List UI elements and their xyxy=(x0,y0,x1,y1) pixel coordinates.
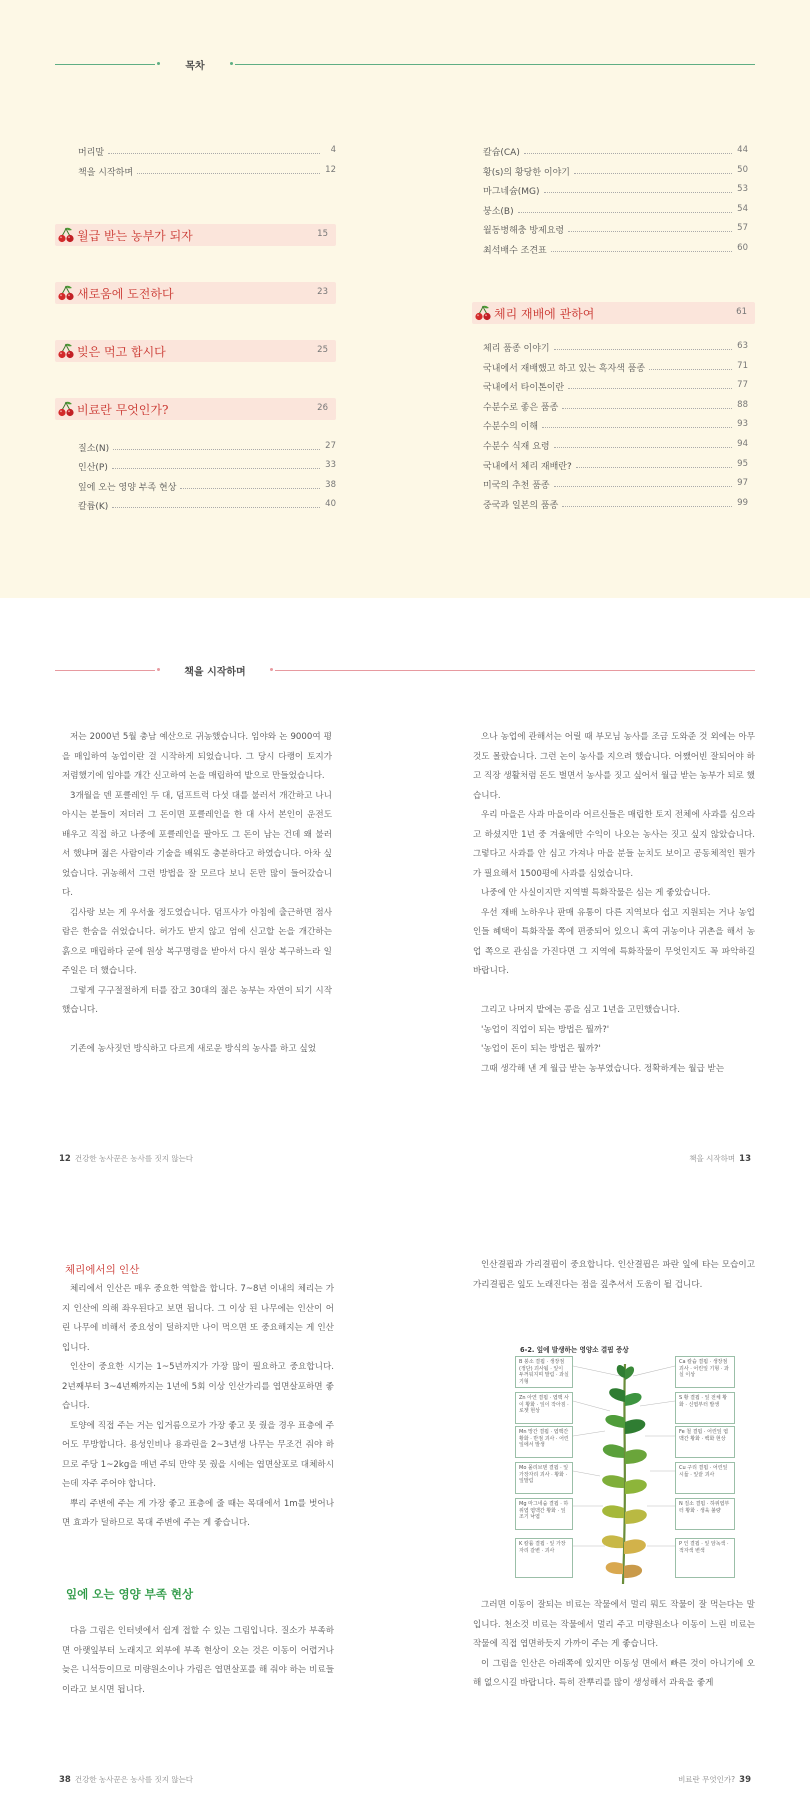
toc-entry-page: 93 xyxy=(737,419,748,430)
toc-entry[interactable] xyxy=(483,340,748,355)
toc-entry-page: 94 xyxy=(737,439,748,449)
toc-header xyxy=(55,57,755,71)
deficiency-figure xyxy=(515,1356,735,1586)
toc-entry[interactable] xyxy=(78,498,336,513)
toc-entry-page: 27 xyxy=(325,441,336,451)
toc-chapter-title: 월급 받는 농부가 되자 xyxy=(77,229,193,243)
toc-entry-page: 53 xyxy=(737,184,748,194)
toc-entry-page: 40 xyxy=(325,498,336,509)
toc-entry[interactable] xyxy=(483,222,748,237)
cherry-icon xyxy=(57,226,75,244)
leader-dots xyxy=(544,192,732,193)
folio-right xyxy=(689,1153,755,1164)
leader-dots xyxy=(113,449,320,450)
toc-entry-label: 국내에서 체리 재배란? xyxy=(483,461,572,472)
toc-entry-page: 57 xyxy=(737,223,748,233)
toc-chapter-page: 23 xyxy=(317,287,328,297)
toc-entry-label: 중국과 일본의 품종 xyxy=(483,500,559,511)
paragraph: 기존에 농사짓던 방식하고 다르게 새로운 방식의 농사를 하고 싶었 xyxy=(70,1044,316,1054)
toc-entry-page: 71 xyxy=(737,360,748,371)
folio-left-number: 12 xyxy=(59,1154,71,1164)
figure-callout: Mg 마그네슘 결핍 · 하위엽 엽맥간 황화 · 잎 조기 낙엽 xyxy=(515,1498,573,1530)
toc-entry-page: 63 xyxy=(737,341,748,351)
leader-dots xyxy=(112,507,320,508)
toc-entry-label: 머리말 xyxy=(78,148,105,158)
cherry-icon xyxy=(57,342,75,360)
toc-entry-label: 국내에서 재배했고 하고 있는 흑자색 품종 xyxy=(483,363,646,374)
leader-dots xyxy=(568,231,732,232)
figure-callout: S 황 결핍 · 잎 전체 황화 · 신엽부터 발생 xyxy=(675,1392,735,1424)
header-rule-right xyxy=(275,670,755,671)
toc-entry[interactable] xyxy=(78,144,336,159)
toc-entry-page: 50 xyxy=(737,164,748,175)
folio-left-text: 건강한 농사꾼은 농사를 짓지 않는다 xyxy=(74,1154,194,1163)
paragraph: 3개월을 덴 포클레인 두 대, 덤프트럭 다섯 대를 불러서 개간하고 나니 아시는 분들이 저더러 그 돈이면 포클레인을 한 대 사서 본인이 운전도 배우고 직접 하고 나중에 포클레인을 팔아도 그 돈이 남는 건데 왜 불러서 했냐며 젊은 사람이라 기술을 배워도 충분하다고 하였습니다. 아차 싶었습니다. 귀농해서 그런 방법을 잘 모르다 보니 돈만 많이 들어갔습니다. xyxy=(62,790,332,898)
leader-dots xyxy=(137,173,320,174)
toc-entry-label: 황(s)의 황당한 이야기 xyxy=(483,167,570,178)
nutrient-right-top-paragraph xyxy=(473,1256,755,1295)
intro-right-column xyxy=(473,728,755,1079)
toc-entry[interactable] xyxy=(483,164,748,179)
toc-chapter-page: 15 xyxy=(317,229,328,239)
figure-callout: Fe 철 결핍 · 어린잎 엽맥간 황화 · 백화 현상 xyxy=(675,1426,735,1458)
toc-chapter[interactable] xyxy=(55,340,336,362)
paragraph: 뿌리 주변에 주는 게 가장 좋고 표층에 줄 때는 목대에서 1m를 벗어나면 효과가 덜하므로 목대 주변에 주는 게 좋습니다. xyxy=(62,1498,334,1528)
toc-entry-label: 책을 시작하며 xyxy=(78,168,134,178)
leader-dots xyxy=(180,488,320,489)
folio-right-text: 책을 시작하며 xyxy=(689,1154,736,1163)
toc-entry[interactable] xyxy=(483,203,748,218)
toc-entry[interactable] xyxy=(78,164,336,179)
header-dot-right xyxy=(270,668,273,671)
toc-entry-label: 국내에서 타이톤이란 xyxy=(483,383,565,394)
toc-entry[interactable] xyxy=(483,477,748,492)
toc-chapter-title: 새로움에 도전하다 xyxy=(77,287,174,301)
folio-left xyxy=(55,1774,193,1785)
leader-dots xyxy=(108,153,320,154)
paragraph: 그때 생각해 낸 게 월급 받는 농부였습니다. 정확하게는 월급 받는 xyxy=(481,1063,725,1074)
paragraph: 그렇게 구구절절하게 터를 잡고 30대의 젊은 농부는 자연이 되기 시작했습니다. xyxy=(62,985,332,1015)
folio-right-number: 39 xyxy=(739,1775,751,1785)
header-dot-right xyxy=(230,62,233,65)
paragraph xyxy=(62,1021,332,1041)
toc-entry[interactable] xyxy=(483,418,748,433)
toc-entry-label: 붕소(B) xyxy=(483,206,514,217)
folio-right-number: 13 xyxy=(739,1154,751,1164)
toc-chapter-page: 25 xyxy=(317,345,328,355)
folio-left xyxy=(55,1153,193,1164)
leader-dots xyxy=(649,369,732,370)
paragraph: 체리에서 인산은 매우 중요한 역할을 합니다. 7~8년 이내의 체리는 가지 인산에 의해 좌우된다고 보면 됩니다. 그 이상 된 나무에는 인산이 어린 나무에 비해서 중요성이 덜하지만 나이 먹으면 또 중요해지는 게 인산입니다. xyxy=(62,1284,334,1353)
paragraph: 토양에 직접 주는 거는 입거름으로가 가장 좋고 못 줬을 경우 표층에 주어도 무방합니다. 용성인비나 용과린을 2~3년생 나무는 무조건 줘야 하므로 주당 1~2kg을 매년 주되 만약 못 줬을 시에는 엽면살포로 대체하시는데 자주 주어야 합니다. xyxy=(62,1420,334,1489)
paragraph: 인산이 중요한 시기는 1~5년까지가 가장 많이 필요하고 중요합니다. 2년째부터 3~4년째까지는 1년에 5회 이상 인산가리를 엽면살포하면 좋습니다. xyxy=(62,1362,334,1411)
nutrient-left-column-2 xyxy=(62,1622,334,1700)
header-dot-left xyxy=(157,668,160,671)
toc-entry[interactable] xyxy=(483,144,748,159)
intro-header-title: 책을 시작하며 xyxy=(184,667,246,678)
toc-entry-label: 최석배수 조견표 xyxy=(483,245,547,256)
toc-chapter[interactable] xyxy=(55,224,336,246)
cherry-icon xyxy=(474,304,492,322)
toc-chapter-title: 체리 재배에 관하여 xyxy=(494,307,595,321)
paragraph: 우선 재배 노하우나 판매 유통이 다른 지역보다 쉽고 지원되는 거나 농업인들 혜택이 특화작물 쪽에 편중되어 있으니 혹여 귀농이나 귀촌을 해서 농업 쪽으로 관심을 가진다면 그 지역에 특화작물이 무엇인지도 꼭 파악하길 바랍니다. xyxy=(473,907,755,976)
toc-entry-label: 칼슘(CA) xyxy=(483,148,520,158)
toc-entry-page: 44 xyxy=(737,145,748,155)
figure-callout: Mo 몰리브덴 결핍 · 잎 가장자리 괴사 · 황화 · 잎말림 xyxy=(515,1462,573,1494)
figure-callout: P 인 결핍 · 잎 암녹색 · 적자색 변색 xyxy=(675,1538,735,1578)
leader-dots xyxy=(112,468,320,469)
figure-callout: B 붕소 결핍 · 생장점(정단) 괴사됨 · 잎이 두꺼워지며 말림 · 과실 기형 xyxy=(515,1356,573,1388)
cherry-icon xyxy=(57,400,75,418)
toc-entry-label: 체리 품종 이야기 xyxy=(483,344,550,354)
toc-entry-page: 4 xyxy=(330,145,336,155)
nutrient-right-column xyxy=(473,1596,755,1694)
paragraph xyxy=(473,982,755,1002)
leader-dots xyxy=(554,486,732,487)
paragraph: '농업이 직업이 되는 방법은 뭘까?' xyxy=(481,1024,610,1035)
toc-chapter-page: 61 xyxy=(736,307,747,317)
toc-entry[interactable] xyxy=(483,379,748,394)
toc-chapter[interactable] xyxy=(55,398,336,420)
nutrient-spread xyxy=(0,1176,810,1800)
folio-left-text: 건강한 농사꾼은 농사를 짓지 않는다 xyxy=(74,1775,194,1784)
toc-entry-label: 월동병해충 방제요령 xyxy=(483,226,565,236)
toc-chapter-title: 빚은 먹고 합시다 xyxy=(77,345,166,359)
toc-entry[interactable] xyxy=(78,440,336,455)
toc-entry-label: 칼륨(K) xyxy=(78,501,109,512)
paragraph: 나중에 안 사실이지만 지역별 특화작물은 심는 게 좋았습니다. xyxy=(481,888,711,898)
figure-callout: Zn 아연 결핍 · 엽맥 사이 황화 · 잎이 작아짐 · 로젯 현상 xyxy=(515,1392,573,1424)
leader-dots xyxy=(551,251,732,252)
paragraph: 그리고 나머지 밭에는 콩을 심고 1년을 고민했습니다. xyxy=(481,1005,680,1015)
intro-spread xyxy=(0,598,810,1176)
header-rule-right xyxy=(235,64,755,65)
toc-entry-label: 수분수의 이해 xyxy=(483,422,539,433)
paragraph: 우리 마을은 사과 마을이라 어르신들은 매립한 토지 전체에 사과를 심으라고 하셨지만 1년 중 겨울에만 수익이 나오는 농사는 짓고 싶지 않았습니다. 그렇다고 사과를 안 심고 가져나 마을 분들 눈치도 보이고 공동체적인 뭔가가 필요해서 1500평에 사과를 심었습니다. xyxy=(473,810,755,879)
section-title-leaf-deficiency: 잎에 오는 영양 부족 현상 xyxy=(66,1587,194,1601)
leader-dots xyxy=(542,427,732,428)
toc-entry-page: 33 xyxy=(325,460,336,471)
toc-entry-page: 95 xyxy=(737,458,748,469)
paragraph: '농업이 돈이 되는 방법은 뭘까?' xyxy=(481,1044,601,1054)
nutrient-left-column xyxy=(62,1280,334,1534)
paragraph: 다음 그림은 인터넷에서 쉽게 접할 수 있는 그림입니다. 질소가 부족하면 아랫잎부터 노래지고 외부에 부족 현상이 오는 것은 이동이 어렵거나 늦은 니석등이므로 미량원소이나 가림은 엽면살포를 해 줘야 하는 비료들이라고 보시면 됩니다. xyxy=(62,1626,334,1695)
paragraph: 으나 농업에 관해서는 어릴 때 부모님 농사를 조금 도와준 것 외에는 아무것도 몰랐습니다. 그런 논이 농사를 지으려 했습니다. 어쨌어빈 잘되어야 하고 직장 생활처럼 돈도 벌면서 농사를 짓고 싶어서 월급 받는 농부가 되로 했습니다. xyxy=(473,732,755,801)
toc-entry-page: 97 xyxy=(737,478,748,489)
folio-right xyxy=(678,1774,755,1785)
intro-header xyxy=(55,663,755,677)
subheading-cherry-phosphate: 체리에서의 인산 xyxy=(65,1264,140,1276)
header-rule-left xyxy=(55,64,155,65)
toc-entry-page: 60 xyxy=(737,242,748,253)
toc-entry-label: 인산(P) xyxy=(78,463,108,474)
leader-dots xyxy=(518,212,732,213)
leader-dots xyxy=(562,506,732,507)
toc-entry[interactable] xyxy=(78,479,336,494)
toc-entry-label: 잎에 오는 영양 부족 현상 xyxy=(78,482,177,493)
toc-chapter-page: 26 xyxy=(317,403,328,413)
toc-entry-page: 99 xyxy=(737,497,748,508)
toc-entry-label: 수분수로 좋은 품종 xyxy=(483,402,559,413)
toc-entry-page: 54 xyxy=(737,203,748,214)
leader-dots xyxy=(554,447,732,448)
toc-header-title: 목차 xyxy=(185,61,205,72)
folio-left-number: 38 xyxy=(59,1775,71,1785)
toc-entry[interactable] xyxy=(483,497,748,512)
leader-dots xyxy=(562,408,732,409)
intro-left-column xyxy=(62,728,332,1060)
toc-chapter[interactable] xyxy=(472,302,755,324)
toc-chapter[interactable] xyxy=(55,282,336,304)
toc-entry-page: 12 xyxy=(325,165,336,175)
figure-callout: K 칼륨 결핍 · 잎 가장자리 갈변 · 괴사 xyxy=(515,1538,573,1578)
paragraph: 김사랑 보는 게 우서울 정도였습니다. 덤프사가 아침에 출근하면 점사람은 한숨을 쉬었습니다. 허가도 받지 않고 엄에 신고할 논을 개간하는 흙으로 매립하다 굳에 원상 복구명령을 받아서 다시 원상 복구하느라 일주일은 더 했습니다. xyxy=(62,907,332,976)
toc-entry-label: 미국의 추천 품종 xyxy=(483,481,550,492)
toc-entry[interactable] xyxy=(483,399,748,414)
paragraph: 그러면 이동이 잘되는 비료는 작물에서 멀리 뭐도 작물이 잘 먹는다는 말입니다. 천소것 비료는 작물에서 멀리 주고 미량원소나 이동이 느린 비료는 작물에 직접 엽면하듯지 가까이 주는 게 좋습니다. xyxy=(473,1600,755,1649)
toc-entry[interactable] xyxy=(78,459,336,474)
toc-entry-page: 88 xyxy=(737,399,748,410)
folio-right-text: 비료란 무엇인가? xyxy=(678,1775,736,1784)
figure-callout: N 질소 결핍 · 하위엽부터 황화 · 생육 불량 xyxy=(675,1498,735,1530)
leader-dots xyxy=(524,153,732,154)
leader-dots xyxy=(576,467,732,468)
toc-entry[interactable] xyxy=(483,458,748,473)
toc-page xyxy=(0,0,810,598)
toc-entry-label: 마그네슘(MG) xyxy=(483,187,540,197)
toc-chapter-title: 비료란 무엇인가? xyxy=(77,403,169,417)
leader-dots xyxy=(568,388,732,389)
paragraph: 인산결핍과 가리결핍이 중요합니다. 인산결핍은 파란 잎에 타는 모습이고 가리결핍은 잎도 노래진다는 점을 짚추셔서 도움이 될 겁니다. xyxy=(473,1260,755,1290)
figure-callout: Ca 칼슘 결핍 · 생장점 괴사 · 어린잎 기형 · 과실 이상 xyxy=(675,1356,735,1388)
toc-entry[interactable] xyxy=(483,242,748,257)
paragraph: 저는 2000년 5월 충남 예산으로 귀농했습니다. 임야와 논 9000여 평을 매입하여 농업이란 걸 시작하게 되었습니다. 그 당시 다랭이 토지가 저렴했기에 임야를 개간 신고하여 논을 매립하여 밭으로 만들었습니다. xyxy=(62,732,332,781)
header-rule-left xyxy=(55,670,155,671)
toc-entry-label: 질소(N) xyxy=(78,444,110,454)
leader-dots xyxy=(554,349,732,350)
figure-callout: Mn 망간 결핍 · 엽맥간 황화 · 반점 괴사 · 어린잎에서 발생 xyxy=(515,1426,573,1458)
figure-callout: Cu 구리 결핍 · 어린잎 시듦 · 잎끝 괴사 xyxy=(675,1462,735,1494)
toc-entry[interactable] xyxy=(483,360,748,375)
toc-entry-label: 수분수 식재 요령 xyxy=(483,442,550,452)
toc-entry[interactable] xyxy=(483,438,748,453)
toc-entry-page: 38 xyxy=(325,479,336,490)
leader-dots xyxy=(574,173,732,174)
toc-entry[interactable] xyxy=(483,183,748,198)
paragraph: 이 그림을 인산은 아래쪽에 있지만 이동성 면에서 빠른 것이 아니기에 오해 없으시길 바랍니다. 특히 잔뿌리를 많이 생성해서 과육을 좋게 xyxy=(473,1658,755,1688)
toc-entry-page: 77 xyxy=(737,380,748,391)
cherry-icon xyxy=(57,284,75,302)
figure-title: 6-2. 잎에 발생하는 영양소 결핍 증상 xyxy=(520,1346,629,1354)
